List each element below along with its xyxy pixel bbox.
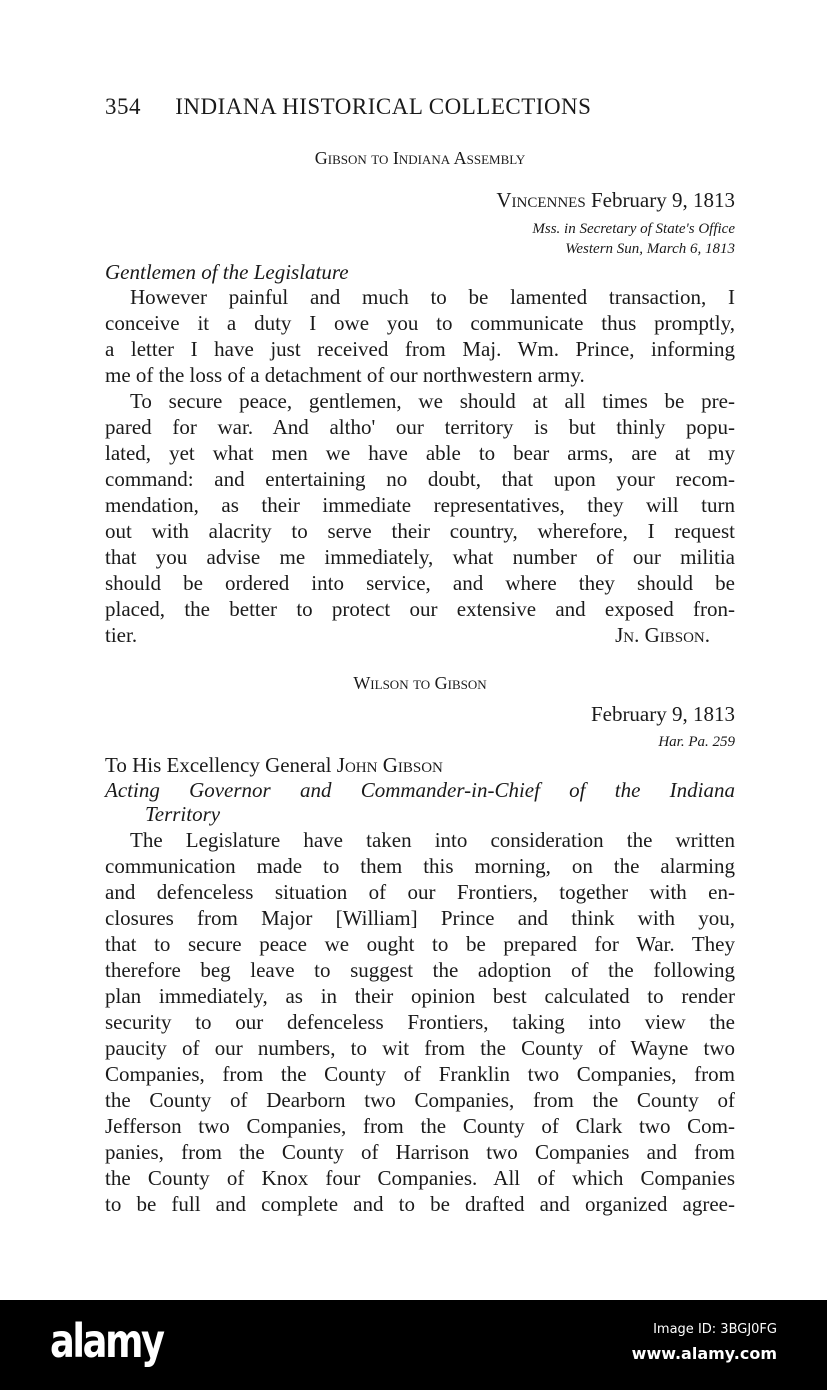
letter1-salutation: Gentlemen of the Legislature bbox=[105, 260, 349, 284]
letter2-title: Wilson to Gibson bbox=[353, 673, 487, 693]
text-line: me of the loss of a detachment of our northwestern army. bbox=[105, 363, 585, 387]
letter2-address1 bbox=[105, 752, 735, 778]
letter1-source2: Western Sun, March 6, 1813 bbox=[565, 241, 735, 257]
text-line: the County of Knox four Companies. All of which Companies bbox=[105, 1166, 735, 1190]
text-line: communication made to them this morning, on the alarming bbox=[105, 854, 735, 878]
image-id: Image ID: 3BGJ0FG bbox=[653, 1322, 777, 1337]
text-line: that to secure peace we ought to be prepared for War. They bbox=[105, 932, 735, 956]
text-line: therefore beg leave to suggest the adoption of the following bbox=[105, 958, 735, 982]
text-line: should be ordered into service, and where they should be bbox=[105, 571, 735, 595]
page-number: 354 bbox=[105, 94, 141, 119]
text-line: The Legislature have taken into consideration the written bbox=[130, 828, 735, 852]
letter1-source1: Mss. in Secretary of State's Office bbox=[532, 221, 735, 237]
text-line: panies, from the County of Harrison two Companies and from bbox=[105, 1140, 735, 1164]
text-line: Jefferson two Companies, from the County of Clark two Com- bbox=[105, 1114, 735, 1138]
running-header bbox=[105, 94, 735, 120]
address-name: John Gibson bbox=[336, 753, 443, 777]
text-line: closures from Major [William] Prince and think with you, bbox=[105, 906, 735, 930]
running-title: INDIANA HISTORICAL COLLECTIONS bbox=[175, 94, 592, 119]
letter1-place: Vincennes bbox=[496, 188, 586, 212]
text-line: pared for war. And altho' our territory is but thinly popu- bbox=[105, 415, 735, 439]
text-line: placed, the better to protect our extensive and exposed fron- bbox=[105, 597, 735, 621]
alamy-banner bbox=[0, 1300, 827, 1390]
text-line: the County of Dearborn two Companies, from the County of bbox=[105, 1088, 735, 1112]
text-line: To secure peace, gentlemen, we should at all times be pre- bbox=[130, 389, 735, 413]
text-line: paucity of our numbers, to wit from the County of Wayne two bbox=[105, 1036, 735, 1060]
alamy-url: www.alamy.com bbox=[631, 1344, 777, 1363]
text-line: plan immediately, as in their opinion best calculated to render bbox=[105, 984, 735, 1008]
alamy-logo: alamy bbox=[50, 1314, 163, 1368]
letter1-title: Gibson to Indiana Assembly bbox=[314, 148, 526, 168]
text-line: command: and entertaining no doubt, that upon your recom- bbox=[105, 467, 735, 491]
letter1-dateline bbox=[105, 187, 735, 213]
letter2-source: Har. Pa. 259 bbox=[658, 734, 735, 750]
letter2-address3: Territory bbox=[145, 802, 221, 826]
text-line: to be full and complete and to be drafted and organized agree- bbox=[105, 1192, 735, 1216]
text-line: Companies, from the County of Franklin two Companies, from bbox=[105, 1062, 735, 1086]
letter2-address2: Acting Governor and Commander-in-Chief of the Indiana bbox=[105, 778, 735, 802]
letter2-date: February 9, 1813 bbox=[590, 702, 735, 726]
text-line: tier. bbox=[105, 623, 138, 647]
text-line: a letter I have just received from Maj. Wm. Prince, informing bbox=[105, 337, 735, 361]
text-line: and defenceless situation of our Frontiers, together with en- bbox=[105, 880, 735, 904]
address-prefix: To His Excellency General bbox=[105, 753, 337, 777]
text-line: However painful and much to be lamented transaction, I bbox=[130, 285, 735, 309]
text-line: lated, yet what men we have able to bear arms, are at my bbox=[105, 441, 735, 465]
text-line: that you advise me immediately, what number of our militia bbox=[105, 545, 735, 569]
text-line: security to our defenceless Frontiers, taking into view the bbox=[105, 1010, 735, 1034]
letter1-date: February 9, 1813 bbox=[590, 188, 735, 212]
text-line: mendation, as their immediate representatives, they will turn bbox=[105, 493, 735, 517]
letter1-signature: Jn. Gibson. bbox=[615, 623, 710, 647]
text-line: conceive it a duty I owe you to communicate thus promptly, bbox=[105, 311, 735, 335]
text-line: out with alacrity to serve their country, wherefore, I request bbox=[105, 519, 735, 543]
